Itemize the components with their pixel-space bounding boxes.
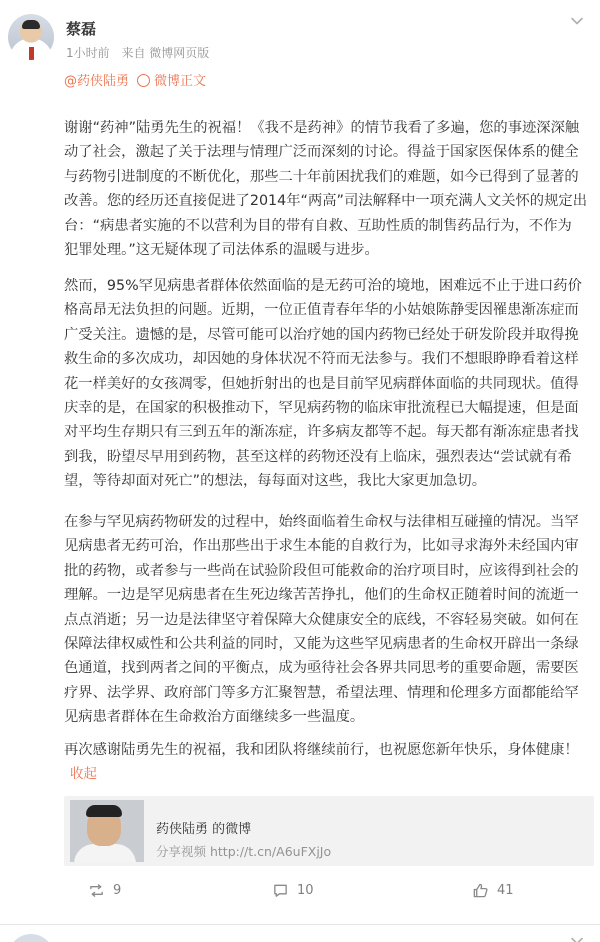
collapse-link[interactable]: 收起 <box>70 766 97 782</box>
post-time[interactable]: 1小时前 <box>66 46 110 60</box>
text-line: 花一样美好的女孩凋零，但她折射出的也是目前罕见病群体面临的共同现状。值得 <box>64 375 579 392</box>
text-line: 然而，95%罕见病患者群体依然面临的是无药可治的境地，困难远不止于进口药价 <box>64 278 582 294</box>
like-count: 41 <box>497 883 514 898</box>
chevron-down-icon[interactable] <box>570 934 584 942</box>
repost-icon <box>88 882 105 899</box>
text-line: 疗界、法学界、政府部门等多方汇聚智慧，希望法理、情理和伦理多方面都能给罕 <box>64 684 579 701</box>
comment-button[interactable] <box>272 882 314 899</box>
text-line: 在参与罕见病药物研发的过程中，始终面临着生命权与法律相互碰撞的情况。当罕 <box>64 514 579 530</box>
mention-link[interactable]: @药侠陆勇 <box>64 74 130 89</box>
text-line: 改善。您的经历还直接促进了2014年“两高”司法解释中一项充满人文关怀的规定出 <box>64 193 587 210</box>
card-thumbnail <box>70 800 144 862</box>
text-line: 谢谢“药神”陆勇先生的祝福！《我不是药神》的情节我看了多遍，您的事迹深深触 <box>64 120 580 136</box>
shared-video-card[interactable] <box>64 796 594 866</box>
card-title: 药侠陆勇 的微博 <box>156 822 252 837</box>
text-line: 对平均生存期只有三到五年的渐冻症，许多病友都等不起。每天都有渐冻症患者找 <box>64 424 579 441</box>
text-line: 动了社会，激起了关于法理与情理广泛而深刻的讨论。得益于国家医保体系的健全 <box>64 144 579 161</box>
repost-count: 9 <box>113 883 122 898</box>
card-subtitle: 分享视频 http://t.cn/A6uFXjJo <box>156 844 332 859</box>
post-meta <box>66 44 209 61</box>
post-source: 来自 微博网页版 <box>121 46 210 60</box>
text-line: 庆幸的是，在国家的积极推动下，罕见病药物的临床审批流程已大幅提速，但是面 <box>64 399 579 416</box>
text-line: 保障法律权威性和公共利益的同时，又能为这些罕见病患者的生命权开辟出一条绿 <box>64 635 579 652</box>
text-line: 救生命的多次成功，却因她的身体状况不符而无法参与。我们不想眼睁睁看着这样 <box>64 351 579 368</box>
text-line: 色通道，找到两者之间的平衡点，成为亟待社会各界共同思考的重要命题，需要医 <box>64 660 579 677</box>
post-tags <box>64 70 206 89</box>
supertopic-link[interactable] <box>137 70 206 89</box>
author-name[interactable]: 蔡磊 <box>66 20 97 38</box>
post-divider <box>0 924 600 925</box>
text-line: 台：“病患者实施的不以营利为目的带有自救、互助性质的制售药品行为，不作为 <box>64 217 572 234</box>
post-paragraph-2 <box>64 274 594 494</box>
text-line: 见病患者群体在生命救治方面继续多一些温度。 <box>64 709 365 726</box>
repost-button[interactable] <box>88 882 121 899</box>
like-button[interactable] <box>472 882 514 899</box>
text-line: 格高昂无法负担的问题。近期，一位正值青春年华的小姑娘陈静雯因罹患渐冻症而 <box>64 302 579 319</box>
author-avatar[interactable] <box>8 14 54 60</box>
post-paragraph-4 <box>64 738 594 762</box>
post-paragraph-3 <box>64 510 594 730</box>
text-line: 见病患者无药可治，作出那些出于求生本能的自救行为，比如寻求海外未经国内审 <box>64 538 579 555</box>
text-line: 与药物引进制度的不断优化，那些二十年前困扰我们的难题，如今已得到了显著的 <box>64 168 579 185</box>
text-line: 理解。一边是罕见病患者在生死边缘苦苦挣扎，他们的生命权正随着时间的流逝一 <box>64 587 579 604</box>
text-line: 点点消逝；另一边是法律坚守着保障大众健康安全的底线，不容轻易突破。如何在 <box>64 611 579 628</box>
text-line: 批的药物，或者参与一些尚在试验阶段但可能救命的治疗项目时，应该得到社会的 <box>64 562 579 579</box>
supertopic-label: 微博正文 <box>154 74 207 89</box>
post-actions <box>0 882 600 912</box>
like-icon <box>472 882 489 899</box>
next-post-avatar[interactable] <box>8 934 54 942</box>
text-line: 广受关注。遗憾的是，尽管可能可以治疗她的国内药物已经处于研发阶段并取得挽 <box>64 326 579 343</box>
post-header <box>0 0 600 70</box>
text-line: 犯罪处理。”这无疑体现了司法体系的温暖与进步。 <box>64 241 379 258</box>
text-line: 再次感谢陆勇先生的祝福，我和团队将继续前行，也祝愿您新年快乐，身体健康！ <box>64 742 579 758</box>
post-paragraph-1 <box>64 116 594 262</box>
text-line: 到我，盼望尽早用到药物，甚至这样的药物还没有上临床，强烈表达“尝试就有希 <box>64 448 572 465</box>
comment-count: 10 <box>297 883 314 898</box>
supertopic-icon <box>137 74 150 87</box>
chevron-down-icon[interactable] <box>570 14 584 28</box>
text-line: 望，等待却面对死亡”的想法，每每面对这些，我比大家更加急切。 <box>64 473 487 490</box>
comment-icon <box>272 882 289 899</box>
